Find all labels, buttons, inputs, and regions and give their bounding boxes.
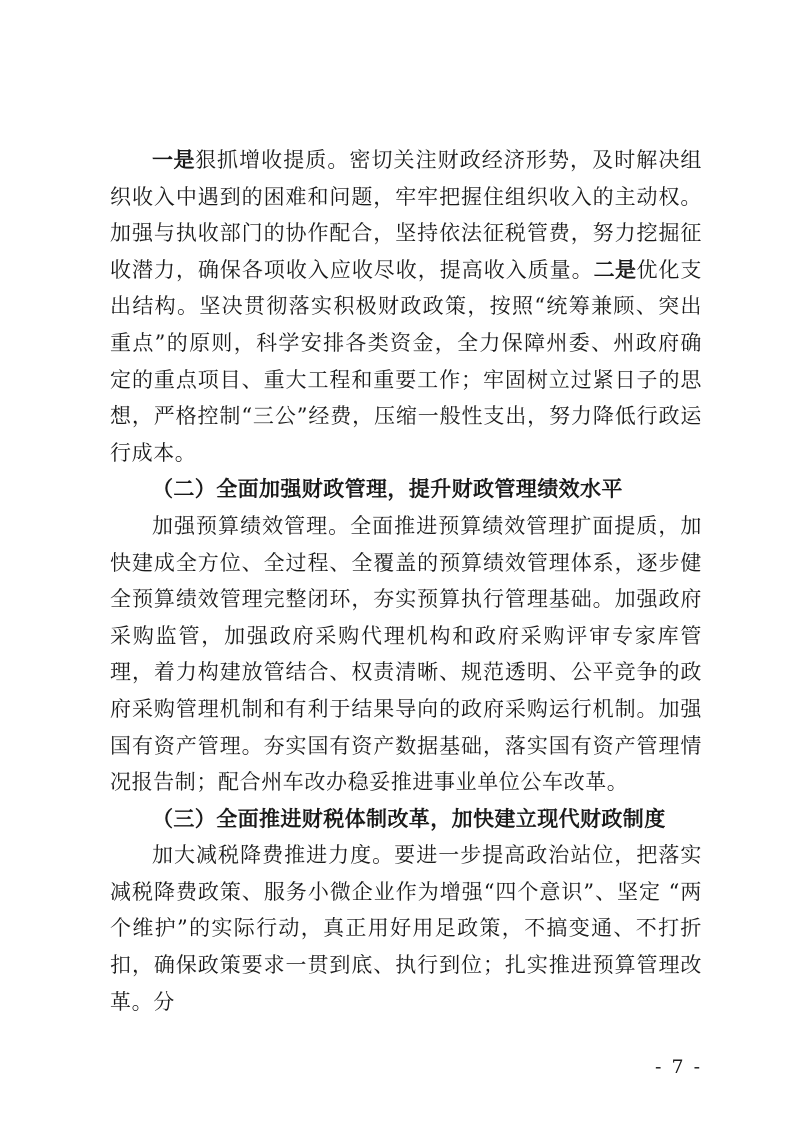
- bold-lead-first: 一是: [152, 148, 195, 172]
- paragraph-text-expenditure: 优化支出结构。坚决贯彻落实积极财政政策，按照“统筹兼顾、突出重点”的原则，科学安排各类资金，全力保障州委、州政府确定的重点项目、重大工程和重要工作；牢固树立过紧日子的思想，严格控制“三公”经费，压缩一般性支出，努力降低行政运行成本。: [110, 257, 703, 465]
- bold-lead-second: 二是: [593, 257, 637, 282]
- paragraph-budget-performance: 加强预算绩效管理。全面推进预算绩效管理扩面提质，加快建成全方位、全过程、全覆盖的预算绩效管理体系，逐步健全预算绩效管理完整闭环，夯实预算执行管理基础。加强政府采购监管，加强政府采购代理机构和政府采购评审专家库管理，着力构建放管结合、权责清晰、规范透明、公平竞争的政府采购管理机制和有利于结果导向的政府采购运行机制。加强国有资产管理。夯实国有资产数据基础，落实国有资产管理情况报告制；配合州车改办稳妥推进事业单位公车改革。: [110, 513, 702, 795]
- section-heading-2: （二）全面加强财政管理，提升财政管理绩效水平: [152, 477, 623, 502]
- paragraph-text-revenue: 狠抓增收提质。密切关注财政经济形势，及时解决组织收入中遇到的困难和问题，牢牢把握住组织收入的主动权。加强与执收部门的协作配合，坚持依法征税管费，努力挖掘征收潜力，确保各项收入应收尽收，提高收入质量。: [110, 148, 702, 282]
- document-body: [110, 142, 702, 1020]
- section-heading-3: （三）全面推进财税体制改革，加快建立现代财政制度: [152, 806, 666, 831]
- page-number: - 7 -: [654, 1056, 702, 1078]
- paragraph-tax-reduction: 加大减税降费推进力度。要进一步提高政治站位，把落实减税降费政策、服务小微企业作为增强“四个意识”、坚定 “两个维护”的实际行动，真正用好用足政策，不搞变通、不打折扣，确保政策要求一贯到底、执行到位；扎实推进预算管理改革。分: [110, 843, 702, 1014]
- paragraph-revenue-expenditure: [110, 142, 702, 471]
